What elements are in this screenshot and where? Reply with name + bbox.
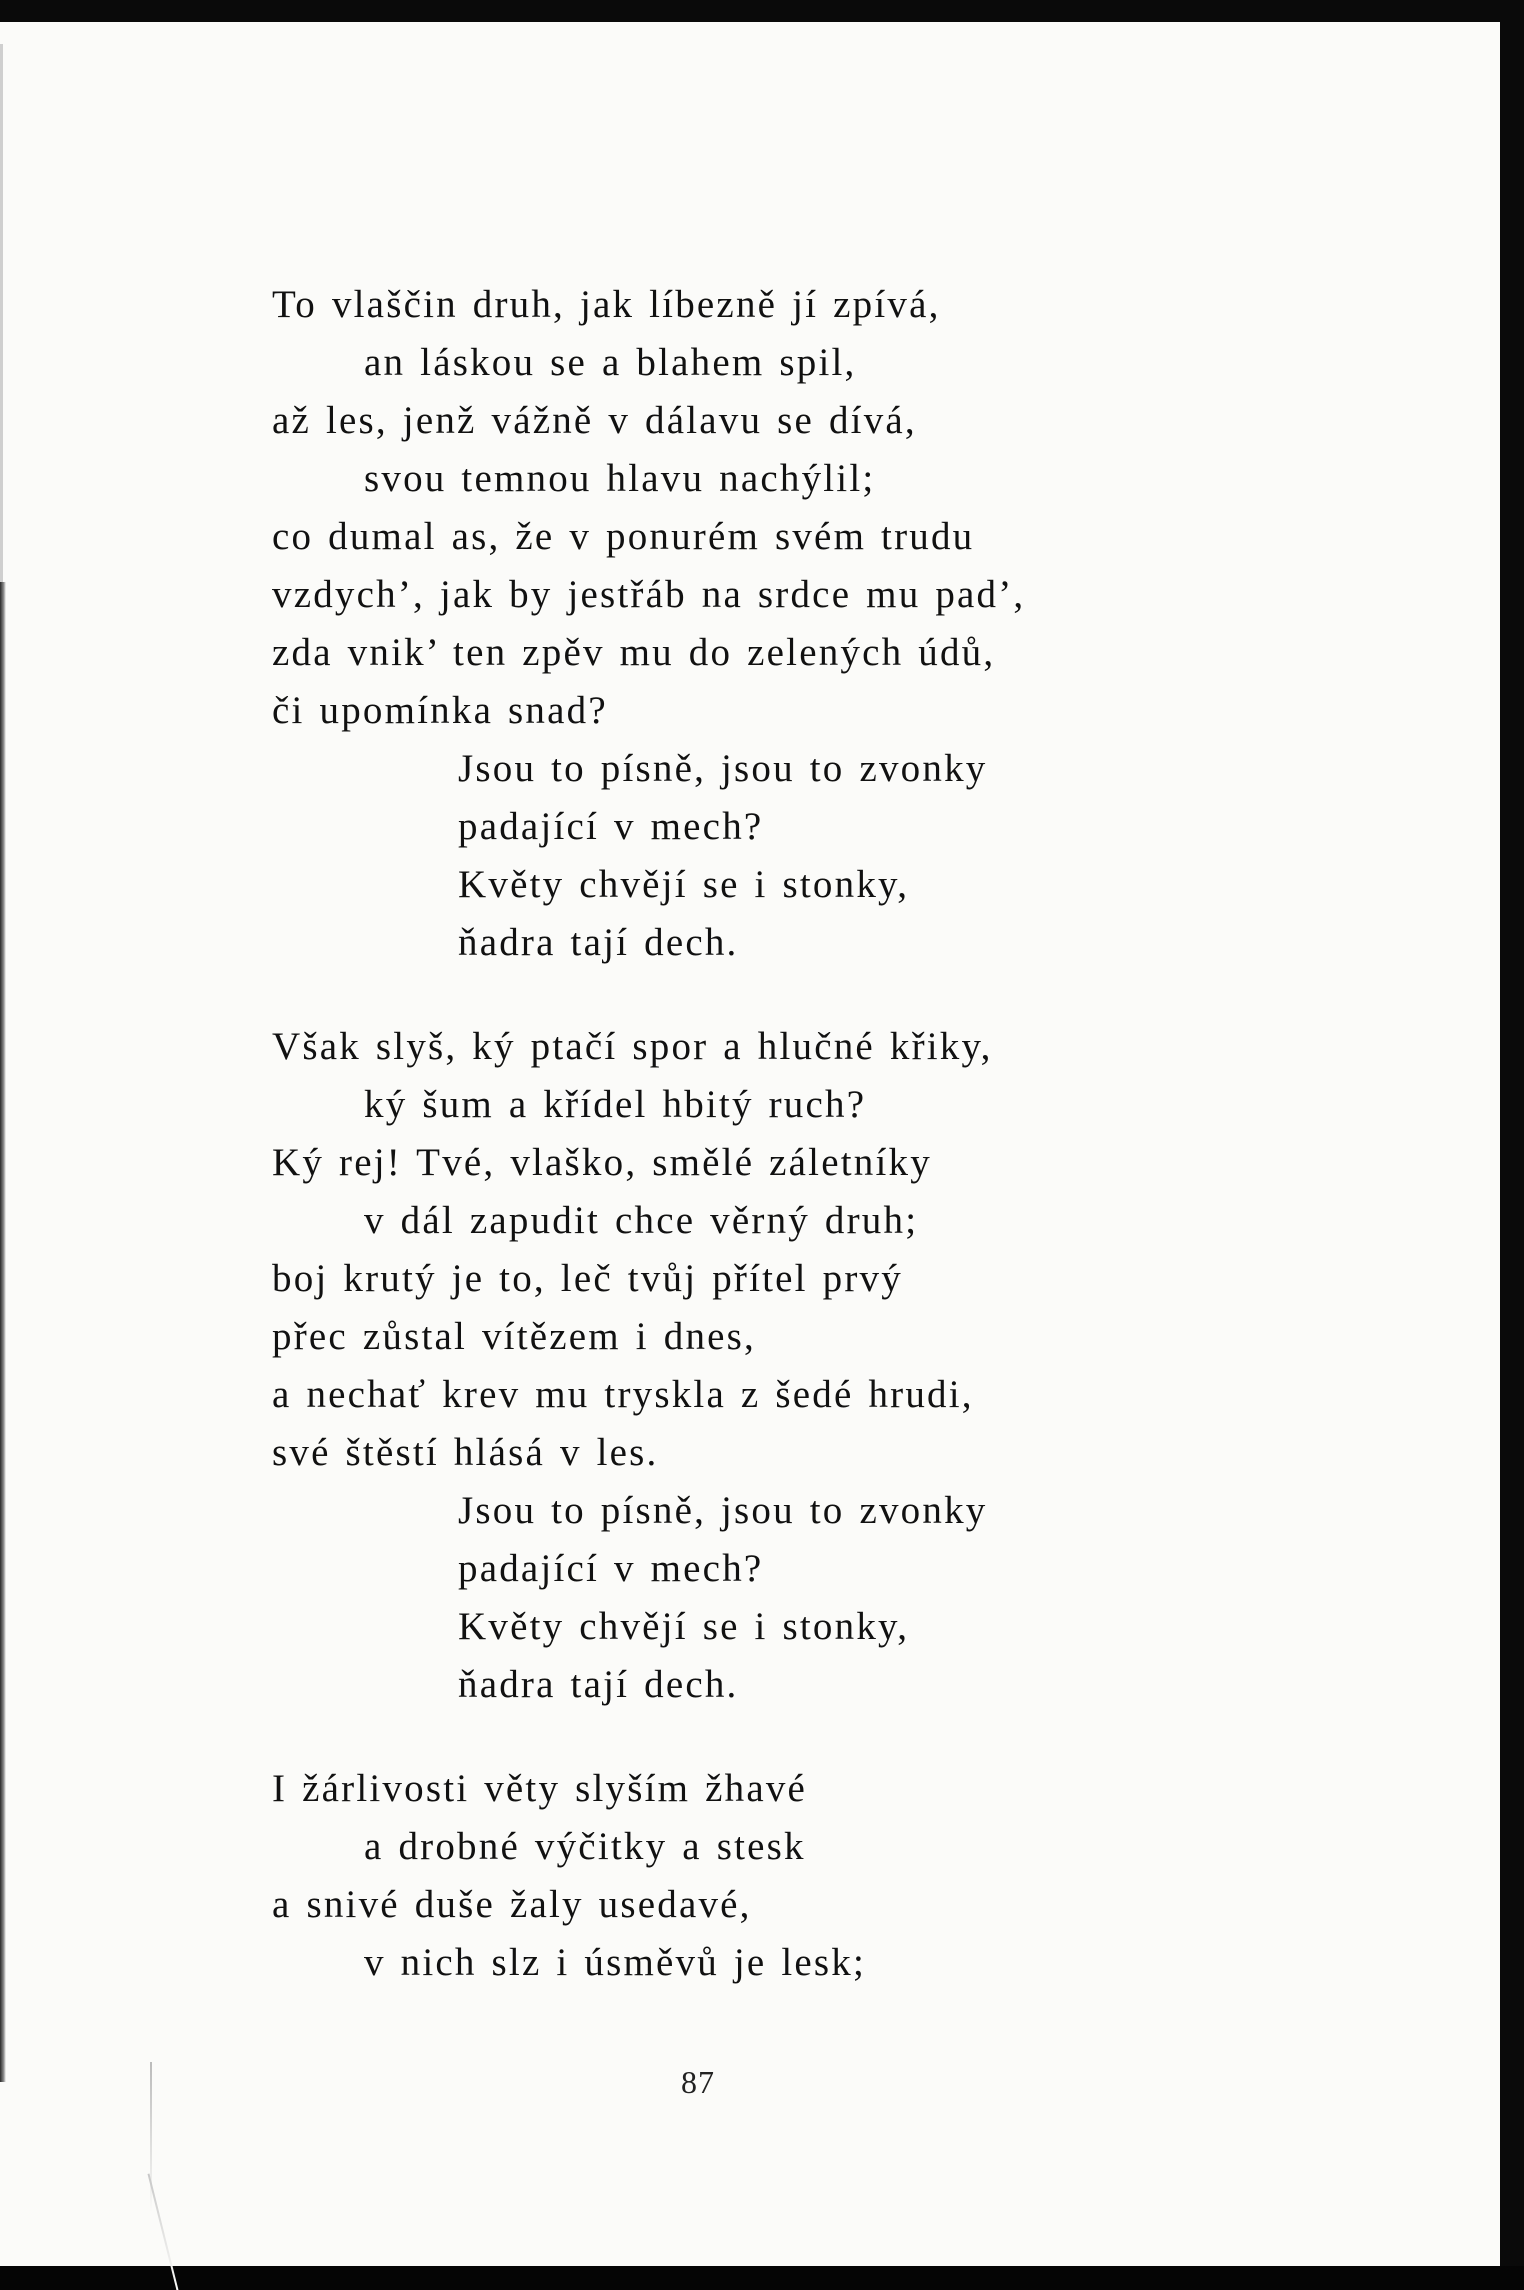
poem-line: a snivé duše žaly usedavé,	[272, 1883, 752, 1926]
poem-line: v dál zapudit chce věrný druh;	[364, 1199, 919, 1242]
refrain-line: ňadra tají dech.	[458, 921, 739, 964]
poem-line: ký šum a křídel hbitý ruch?	[364, 1083, 867, 1126]
poem-line: Ký rej! Tvé, vlaško, smělé záletníky	[272, 1141, 932, 1184]
refrain-line: Květy chvějí se i stonky,	[458, 863, 910, 906]
refrain-line: Jsou to písně, jsou to zvonky	[458, 1489, 988, 1532]
poem-line: boj krutý je to, leč tvůj přítel prvý	[272, 1257, 903, 1300]
poem-line: své štěstí hlásá v les.	[272, 1431, 659, 1474]
poem-line: v nich slz i úsměvů je lesk;	[364, 1941, 867, 1984]
poem-line: I žárlivosti věty slyším žhavé	[272, 1767, 808, 1810]
poem-text	[272, 22, 1372, 2082]
page-number: 87	[681, 2064, 715, 2100]
poem-line: až les, jenž vážně v dálavu se dívá,	[272, 399, 917, 442]
poem-line: co dumal as, že v ponurém svém trudu	[272, 515, 975, 558]
poem-line: či upomínka snad?	[272, 689, 608, 732]
poem-line: vzdych’, jak by jestřáb na srdce mu pad’,	[272, 573, 1026, 616]
page-edge-shadow-top	[0, 44, 3, 584]
poem-line: Však slyš, ký ptačí spor a hlučné křiky,	[272, 1025, 993, 1068]
refrain-line: Jsou to písně, jsou to zvonky	[458, 747, 988, 790]
binding-mark	[148, 2174, 179, 2290]
poem-line: To vlaščin druh, jak líbezně jí zpívá,	[272, 283, 941, 326]
refrain-line: padající v mech?	[458, 1547, 764, 1590]
book-page	[0, 22, 1500, 2266]
refrain-line: Květy chvějí se i stonky,	[458, 1605, 910, 1648]
scan-border-top	[0, 0, 1524, 22]
poem-line: zda vnik’ ten zpěv mu do zelených údů,	[272, 631, 996, 674]
scan-border-right	[1500, 0, 1524, 2266]
poem-line: svou temnou hlavu nachýlil;	[364, 457, 876, 500]
poem-line: a nechať krev mu tryskla z šedé hrudi,	[272, 1373, 974, 1416]
page-edge-shadow	[0, 582, 6, 2082]
poem-line: a drobné výčitky a stesk	[364, 1825, 806, 1868]
refrain-line: ňadra tají dech.	[458, 1663, 739, 1706]
poem-line: an láskou se a blahem spil,	[364, 341, 857, 384]
poem-line: přec zůstal vítězem i dnes,	[272, 1315, 756, 1358]
refrain-line: padající v mech?	[458, 805, 764, 848]
